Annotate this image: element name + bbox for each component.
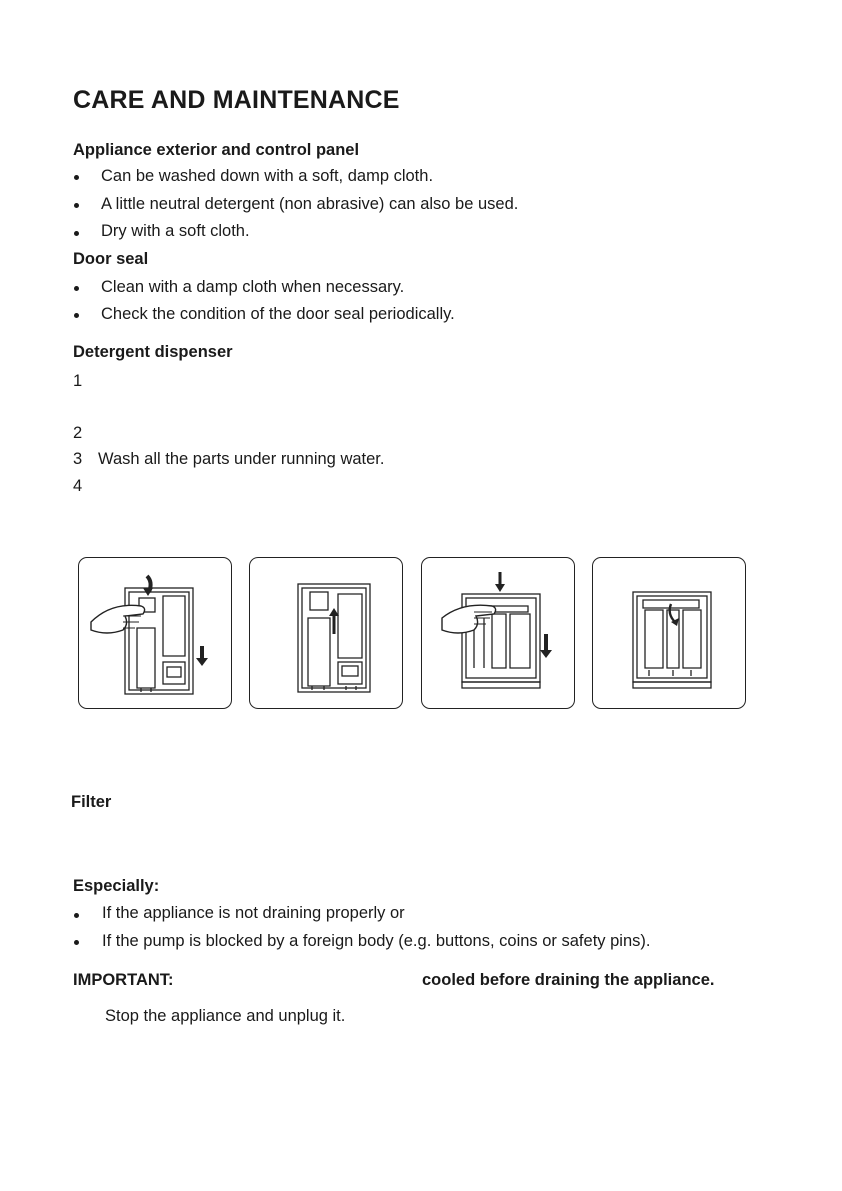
bullet-icon	[74, 286, 79, 291]
important-label: IMPORTANT:	[73, 971, 174, 989]
list-item: A little neutral detergent (non abrasive) can also be used.	[101, 195, 519, 213]
important-text: cooled before draining the appliance.	[422, 971, 715, 989]
page-title: CARE AND MAINTENANCE	[73, 86, 400, 114]
list-item: Dry with a soft cloth.	[101, 222, 250, 240]
dispenser-step-1-icon	[79, 558, 232, 709]
step-number: 4	[73, 477, 83, 495]
section-heading-dispenser: Detergent dispenser	[73, 343, 233, 361]
section-heading-exterior: Appliance exterior and control panel	[73, 141, 360, 159]
dispenser-step-4-illustration	[592, 557, 746, 709]
bullet-icon	[74, 231, 79, 236]
bullet-icon	[74, 913, 79, 918]
list-item: Clean with a damp cloth when necessary.	[101, 278, 405, 296]
bullet-icon	[74, 940, 79, 945]
list-item: Check the condition of the door seal periodically.	[101, 305, 455, 323]
section-heading-filter: Filter	[71, 793, 112, 811]
list-item: If the pump is blocked by a foreign body (e.g. buttons, coins or safety pins).	[102, 932, 651, 950]
bullet-icon	[74, 175, 79, 180]
section-heading-especially: Especially:	[73, 877, 160, 895]
dispenser-step-1-illustration	[78, 557, 232, 709]
bullet-icon	[74, 313, 79, 318]
dispenser-step-3-illustration	[421, 557, 575, 709]
dispenser-step-3-icon	[422, 558, 575, 709]
step-text: Wash all the parts under running water.	[98, 450, 385, 468]
dispenser-step-2-illustration	[249, 557, 403, 709]
list-item: Can be washed down with a soft, damp cloth.	[101, 167, 434, 185]
list-item: If the appliance is not draining properly or	[102, 904, 405, 922]
bullet-icon	[74, 203, 79, 208]
dispenser-step-4-icon	[593, 558, 746, 709]
step-number: 2	[73, 424, 83, 442]
dispenser-step-2-icon	[250, 558, 403, 709]
section-heading-door-seal: Door seal	[73, 250, 149, 268]
important-step: Stop the appliance and unplug it.	[105, 1007, 346, 1025]
step-number: 1	[73, 372, 83, 390]
step-number: 3	[73, 450, 83, 468]
